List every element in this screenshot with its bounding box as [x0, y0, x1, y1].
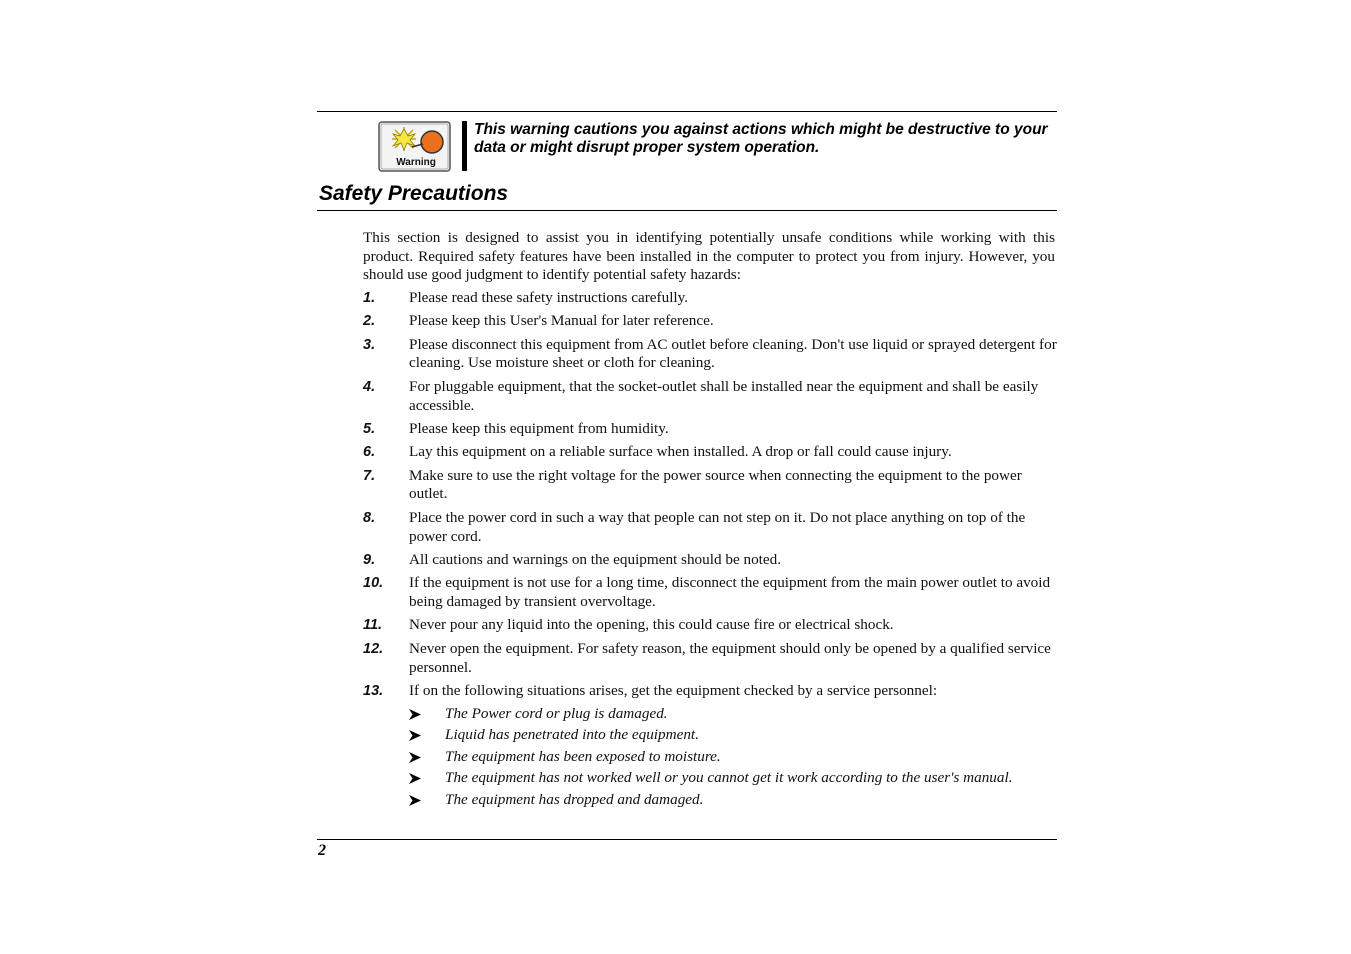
list-item	[363, 574, 1057, 611]
page-number: 2	[318, 842, 326, 859]
sublist-item	[409, 726, 1057, 745]
list-item	[363, 443, 1057, 462]
arrow-bullet-icon	[409, 795, 421, 806]
list-item	[363, 509, 1057, 546]
item-number: 6.	[363, 444, 376, 461]
item-text: Make sure to use the right voltage for the power source when connecting the equipment to the power outlet.	[409, 466, 1022, 503]
safety-list	[363, 289, 1057, 814]
item-number: 1.	[363, 290, 376, 306]
footer-rule	[317, 839, 1057, 840]
item-number: 8.	[363, 509, 376, 526]
sublist-item	[409, 791, 1057, 810]
arrow-bullet-icon	[409, 709, 421, 720]
item-text: Place the power cord in such a way that people can not step on it. Do not place anything on top of the power cord.	[409, 508, 1026, 545]
intro-paragraph: This section is designed to assist you in identifying potentially unsafe conditions while working with this product. Required safety features have been installed in the computer to protect you from injury. However, you should use good judgment to identify potential safety hazards:	[363, 229, 1055, 284]
list-item	[363, 312, 1057, 331]
sublist-item-text: Liquid has penetrated into the equipment.	[445, 726, 699, 744]
sublist-item	[409, 705, 1057, 724]
list-item	[363, 336, 1057, 373]
sublist-item	[409, 769, 1057, 788]
list-item	[363, 289, 1057, 308]
item-number: 2.	[363, 313, 376, 330]
sublist-item-text: The equipment has dropped and damaged.	[445, 790, 704, 808]
item-number: 3.	[363, 336, 376, 353]
section-title: Safety Precautions	[319, 182, 509, 205]
item-number: 7.	[363, 467, 376, 484]
list-item	[363, 420, 1057, 439]
item-text: For pluggable equipment, that the socket-outlet shall be installed near the equipment and shall be easily accessible.	[409, 377, 1039, 414]
item-text: Please disconnect this equipment from AC outlet before cleaning. Don't use liquid or sprayed detergent for cleaning. Use moisture sheet or cloth for cleaning.	[409, 335, 1057, 372]
item-text: Please read these safety instructions carefully.	[409, 289, 689, 306]
warning-icon-label: Warning	[396, 157, 436, 168]
situation-sublist	[409, 705, 1057, 810]
item-text: Never pour any liquid into the opening, this could cause fire or electrical shock.	[409, 616, 894, 634]
item-number: 12.	[363, 640, 384, 657]
item-number: 10.	[363, 575, 384, 592]
arrow-bullet-icon	[409, 752, 421, 763]
arrow-bullet-icon	[409, 773, 421, 784]
list-item	[363, 640, 1057, 677]
item-number: 5.	[363, 420, 376, 437]
sublist-item-text: The Power cord or plug is damaged.	[445, 704, 668, 722]
list-item	[363, 378, 1057, 415]
list-item	[363, 551, 1057, 570]
warning-icon	[378, 121, 451, 172]
list-item	[363, 467, 1057, 504]
item-number: 4.	[363, 378, 376, 395]
top-rule	[317, 111, 1057, 112]
sublist-item-text: The equipment has been exposed to moisture.	[445, 747, 721, 765]
item-text: Lay this equipment on a reliable surface when installed. A drop or fall could cause injury.	[409, 443, 952, 461]
warning-bar	[462, 121, 467, 171]
arrow-bullet-icon	[409, 730, 421, 741]
list-item	[363, 616, 1057, 635]
item-text: If the equipment is not use for a long time, disconnect the equipment from the main power outlet to avoid being damaged by transient overvoltage.	[409, 574, 1051, 611]
sublist-item-text: The equipment has not worked well or you cannot get it work according to the user's manual.	[445, 769, 1013, 787]
item-text: Please keep this User's Manual for later reference.	[409, 312, 714, 330]
item-text: All cautions and warnings on the equipment should be noted.	[409, 550, 782, 568]
list-item	[363, 682, 1057, 809]
item-text: Never open the equipment. For safety reason, the equipment should only be opened by a qualified service personnel.	[409, 639, 1051, 676]
item-number: 9.	[363, 551, 376, 568]
item-text: If on the following situations arises, get the equipment checked by a service personnel:	[409, 681, 938, 699]
item-number: 13.	[363, 682, 384, 699]
warning-text: This warning cautions you against actions which might be destructive to your data or might disrupt proper system operation.	[474, 121, 1048, 156]
item-number: 11.	[363, 617, 383, 634]
item-text: Please keep this equipment from humidity.	[409, 419, 669, 437]
sublist-item	[409, 748, 1057, 767]
title-rule	[317, 210, 1057, 211]
